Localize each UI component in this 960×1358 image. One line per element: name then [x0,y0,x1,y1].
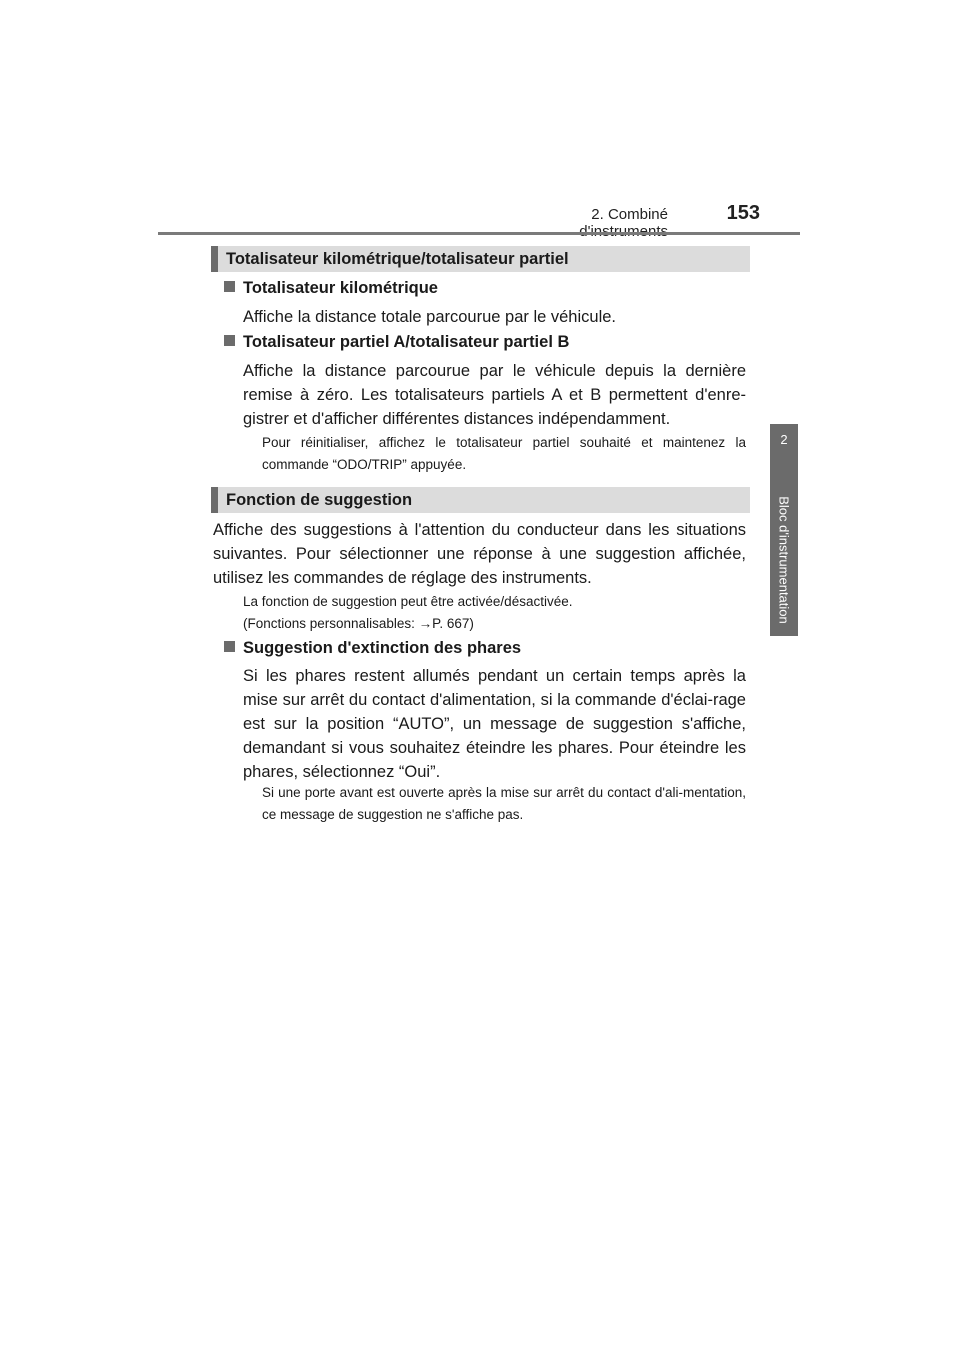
section-heading-text: Fonction de suggestion [226,491,413,509]
square-bullet-icon [224,641,235,652]
subheading-headlight-suggestion [224,639,521,658]
subheading-text: Totalisateur kilométrique [243,279,438,297]
chapter-tab-label: Bloc d'instrumentation [776,496,792,624]
header-rule [158,232,800,235]
paragraph-suggestion-intro: Affiche des suggestions à l'attention du conducteur dans les situations suivantes. Pour sélectionner une réponse à une suggestion affichée, utilisez les commandes de réglage des instruments. [213,521,746,587]
subheading-text: Suggestion d'extinction des phares [243,639,522,657]
subheading-text: Totalisateur partiel A/totalisateur partiel B [243,333,570,351]
note-line-cross-reference: (Fonctions personnalisables: →P. 667) [243,616,474,631]
note-headlight-door: Si une porte avant est ouverte après la mise sur arrêt du contact d'ali-mentation, ce message de suggestion ne s'affiche pas. [262,785,746,822]
page-number: 153 [726,202,760,224]
note-line: La fonction de suggestion peut être activée/désactivée. [243,594,573,609]
subheading-odometer [224,279,438,298]
note-suggestion-setting [243,591,746,635]
paragraph-headlight-suggestion: Si les phares restent allumés pendant un certain temps après la mise sur arrêt du contact d'alimentation, si la commande d'éclai-rage est sur la position “AUTO”, un message de suggestion s'affiche, demandant si vous souhaitez éteindre les phares. Pour éteindre les phares, sélectionnez “Oui”. [243,667,746,781]
chapter-tab-number: 2 [780,432,788,447]
running-header-section: 2. Combiné [591,206,668,223]
paragraph-trip-meter: Affiche la distance parcourue par le véhicule depuis la dernière remise à zéro. Les totalisateurs partiels A et B permettent d'enre-gistrer et d'afficher différentes distances indépendamment. [243,362,746,428]
section-heading-suggestion [211,487,750,513]
square-bullet-icon [224,335,235,346]
section-heading-odometer [211,246,750,272]
note-trip-reset: Pour réinitialiser, affichez le totalisateur partiel souhaité et maintenez la commande “ODO/TRIP” appuyée. [262,435,746,472]
subheading-trip-meter [224,333,569,352]
paragraph-odometer: Affiche la distance totale parcourue par le véhicule. [243,308,617,326]
square-bullet-icon [224,281,235,292]
section-heading-text: Totalisateur kilométrique/totalisateur partiel [226,250,569,268]
